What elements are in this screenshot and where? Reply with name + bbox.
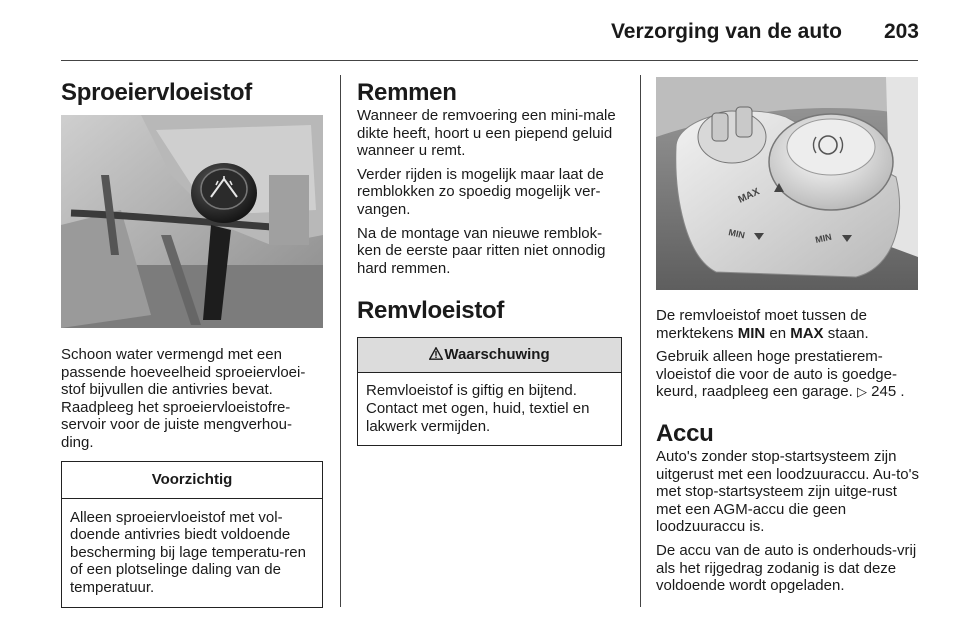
heading-brake-fluid: Remvloeistof (357, 297, 505, 325)
min-mark-text: MIN (737, 324, 766, 342)
page-header (0, 0, 960, 58)
warning-title: Waarschuwing (444, 346, 550, 364)
max-mark-text: MAX (790, 324, 824, 342)
warning-text: Remvloeistof is giftig en bijtend. Contact met ogen, huid, textiel en lakwerk vermijden. (366, 382, 590, 435)
warning-box (357, 337, 622, 446)
fluid-level-text (656, 307, 920, 342)
washer-fluid-photo-svg (61, 115, 323, 328)
hp-text: Gebruik alleen hoge prestatierem-vloeistof die voor de auto is goedge-keurd, raadpleeg een garage. (656, 348, 897, 401)
heading-brakes: Remmen (357, 79, 457, 106)
fluid-text-post: staan. (823, 324, 869, 342)
warning-body (358, 373, 621, 445)
brake-fluid-reservoir-photo (656, 77, 918, 290)
section-title: Verzorging van de auto (610, 20, 842, 43)
caution-title: Voorzichtig (62, 462, 322, 499)
page-reference-icon: ▷ (856, 384, 867, 400)
page-number: 203 (883, 20, 919, 43)
heading-battery: Accu (656, 419, 714, 447)
battery-para-2: De accu van de auto is onderhouds-vrij als het rijgedrag zodanig is dat deze voldoende wordt opgeladen. (656, 541, 917, 595)
washer-fluid-text: Schoon water vermengd met een passende hoeveelheid sproeiervloei-stof bijvullen die antivries bevat. Raadpleeg het sproeiervloeistofre-servoir voor de juiste mengverhou-ding. (61, 346, 306, 451)
caution-body (62, 499, 322, 607)
column-brake-fluid-battery (656, 75, 920, 595)
caution-text: Alleen sproeiervloeistof met vol-doende antivries biedt voldoende bescherming bij lage temperatu-ren of een plotselinge daling van de temperatuur. (70, 508, 306, 596)
header-rule (61, 60, 918, 61)
brakes-para-3: Na de montage van nieuwe remblok-ken de eerste paar ritten niet onnodig hard remmen. (357, 224, 606, 277)
brakes-para-1: Wanneer de remvoering een mini-male dikte heeft, hoort u een piepend geluid wanneer u remt. (357, 107, 616, 160)
warning-triangle-icon (429, 347, 443, 360)
brakes-para-2: Verder rijden is mogelijk maar laat de remblokken zo spoedig mogelijk ver-vangen. (357, 165, 604, 218)
column-brakes (357, 75, 622, 446)
warning-header (358, 338, 621, 373)
high-performance-fluid-text (656, 348, 920, 401)
max-mark-label: MAX (736, 186, 762, 206)
column-divider (340, 75, 341, 607)
fluid-text-mid: en (765, 324, 791, 342)
min-mark-label-right: MIN (814, 231, 833, 245)
page-reference-link[interactable]: 245 . (871, 383, 905, 401)
min-mark-label-left: MIN (727, 227, 746, 241)
fluid-text-pre: De remvloeistof moet tussen de merktekens (656, 307, 867, 342)
battery-para-1: Auto's zonder stop-startsysteem zijn uitgerust met een loodzuuraccu. Au-to's met stop-startsysteem zijn uitge-rust met een AGM-accu die geen loodzuuraccu is. (656, 447, 920, 536)
column-washer-fluid (61, 75, 323, 608)
washer-fluid-cap-photo (61, 115, 323, 328)
caution-box (61, 461, 323, 608)
heading-washer-fluid: Sproeiervloeistof (61, 79, 252, 106)
brake-fluid-photo-svg (656, 77, 918, 290)
column-divider (640, 75, 641, 607)
